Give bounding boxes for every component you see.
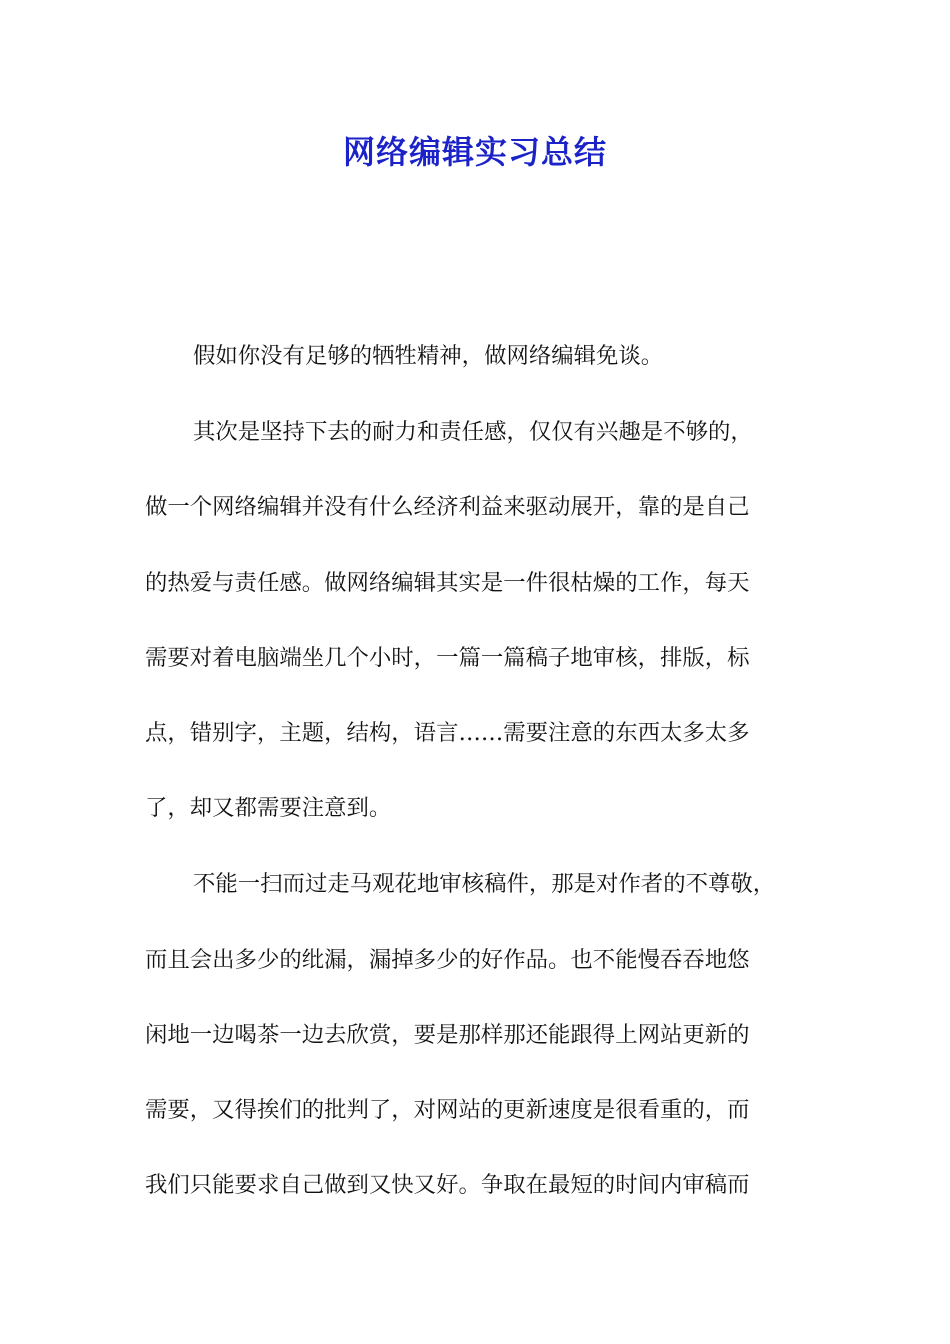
paragraph-line: 假如你没有足够的牺牲精神，做网络编辑免谈。 <box>193 343 664 369</box>
paragraph-line: 点，错别字，主题，结构，语言……需要注意的东西太多太多 <box>145 720 750 746</box>
document-body <box>145 340 825 1200</box>
paragraph-line: 的热爱与责任感。做网络编辑其实是一件很枯燥的工作，每天 <box>145 570 750 596</box>
paragraph-line: 我们只能要求自己做到又快又好。争取在最短的时间内审稿而 <box>145 1172 750 1198</box>
paragraph-line: 需要对着电脑端坐几个小时，一篇一篇稿子地审核，排版，标 <box>145 645 750 671</box>
paragraph-line: 了，却又都需要注意到。 <box>145 795 392 821</box>
document-title: 网络编辑实习总结 <box>342 133 607 171</box>
paragraph-line: 需要，又得挨们的批判了，对网站的更新速度是很看重的，而 <box>145 1097 750 1123</box>
paragraph-line: 而且会出多少的纰漏，漏掉多少的好作品。也不能慢吞吞地悠 <box>145 947 750 973</box>
paragraph-line: 不能一扫而过走马观花地审核稿件，那是对作者的不尊敬， <box>193 871 776 897</box>
paragraph-line: 其次是坚持下去的耐力和责任感，仅仅有兴趣是不够的， <box>193 419 753 445</box>
paragraph-line: 闲地一边喝茶一边去欣赏，要是那样那还能跟得上网站更新的 <box>145 1022 750 1048</box>
paragraph-line: 做一个网络编辑并没有什么经济利益来驱动展开，靠的是自己 <box>145 494 750 520</box>
